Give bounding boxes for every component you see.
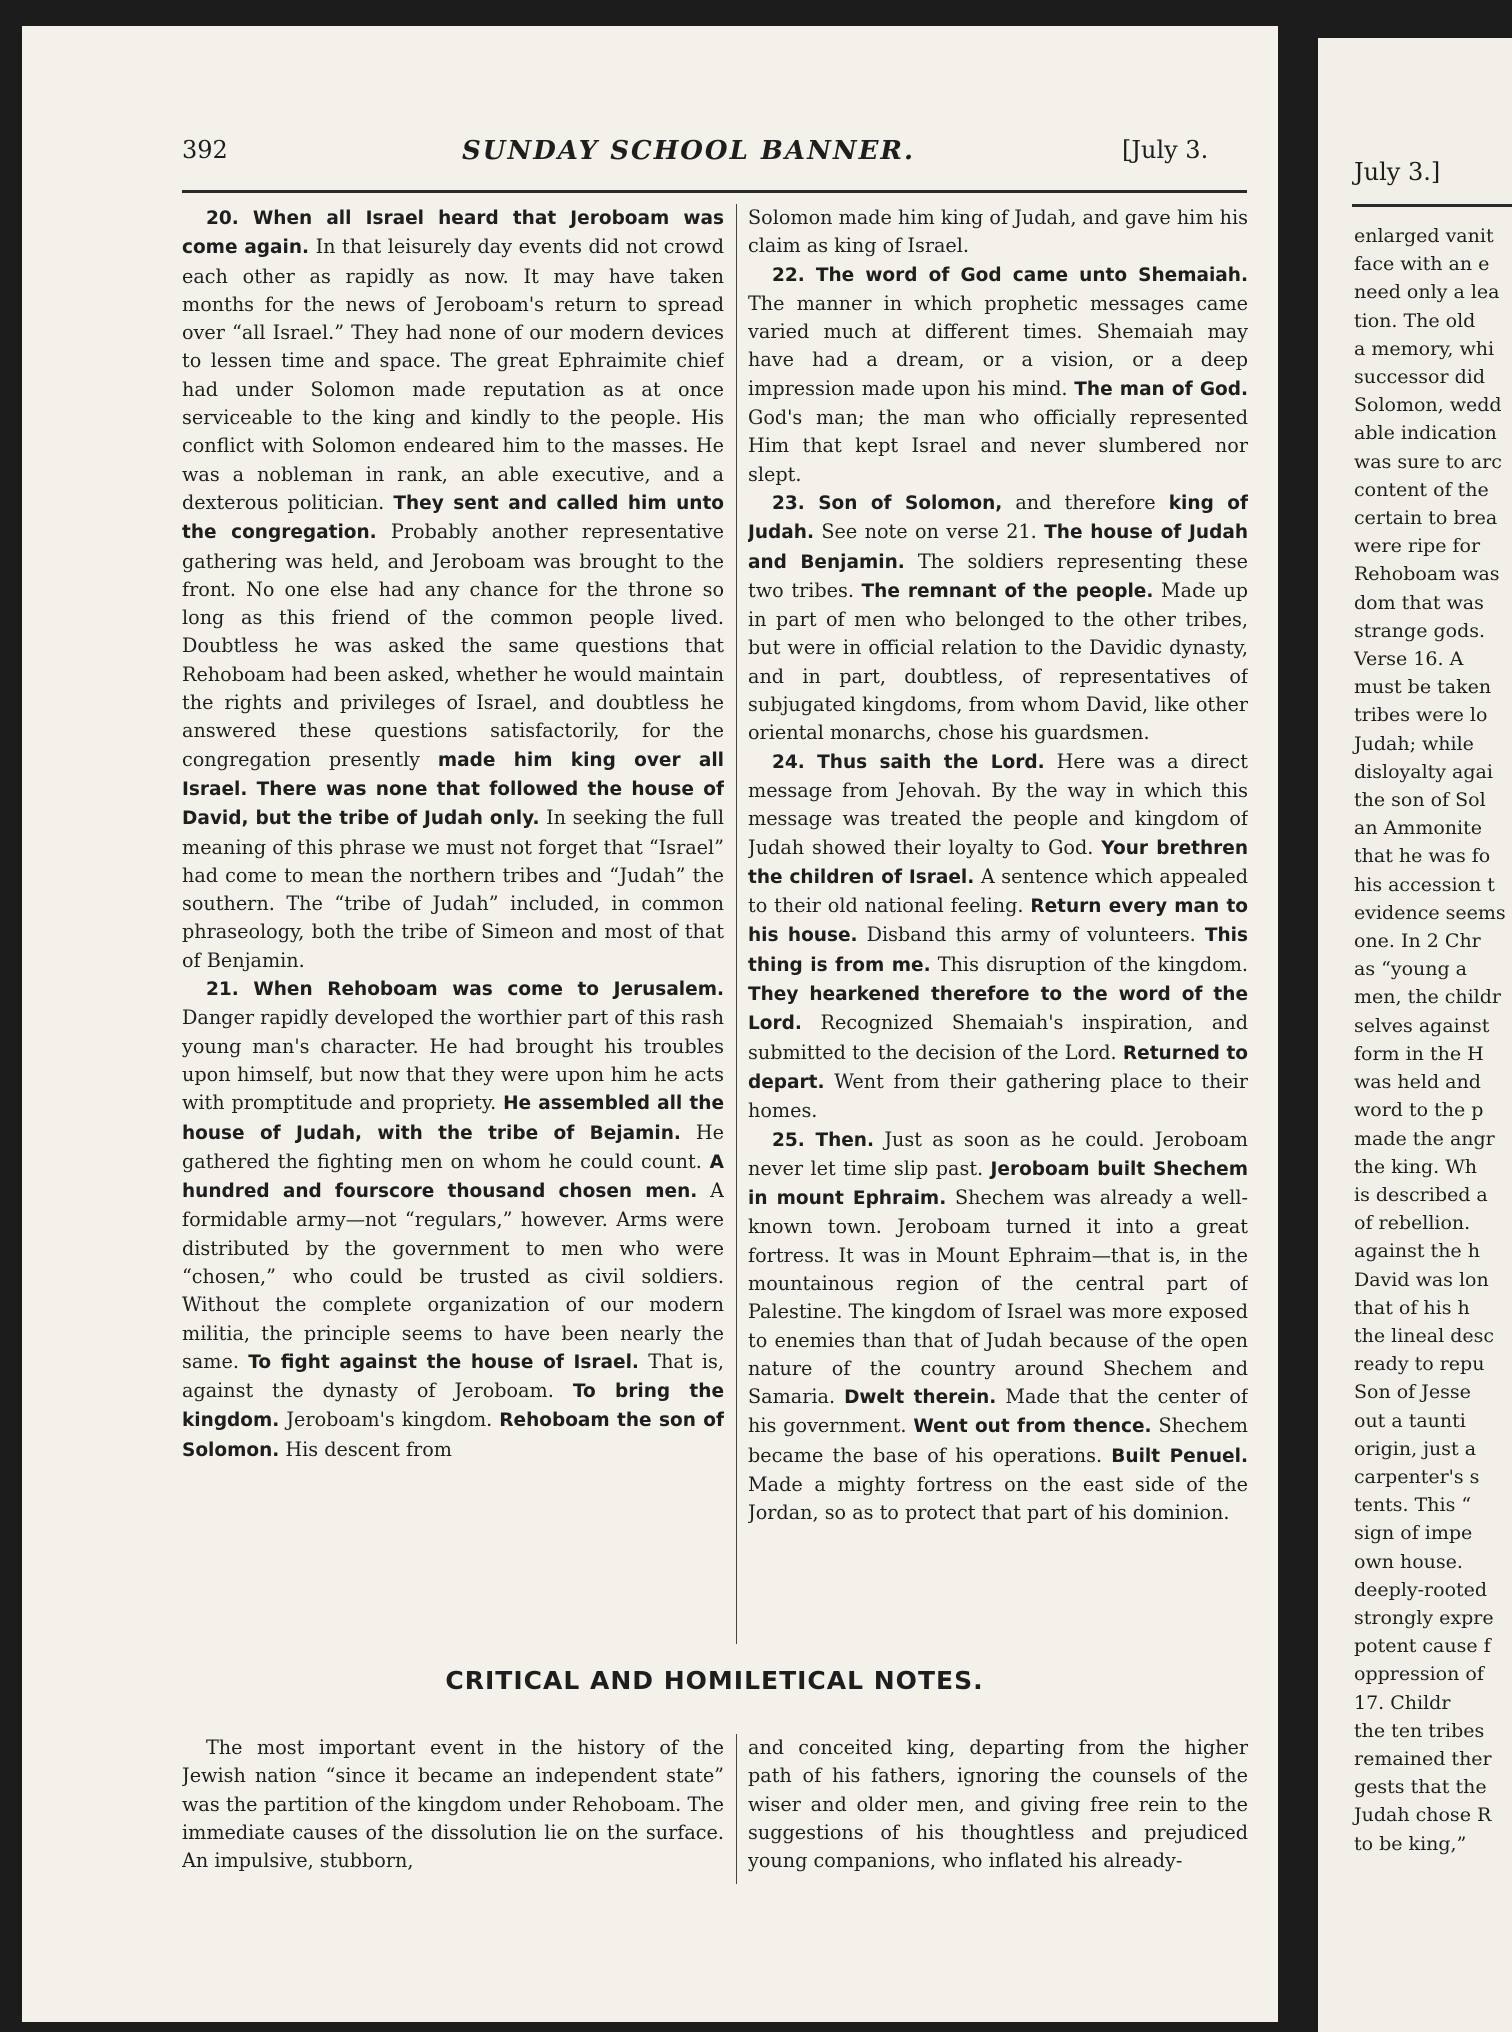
note-text: Here was a direct message from Jehovah. By the way in which this message was treated the people and kingdom of Judah showed their loyalty to God. (748, 749, 1248, 859)
note-text: See note on verse 21. (813, 520, 1045, 544)
column-divider (736, 204, 737, 1644)
note-lemma: 24. Thus saith the Lord. (772, 751, 1045, 773)
adjacent-line: need only a lea (1354, 281, 1500, 304)
adjacent-line: is described a (1354, 1183, 1488, 1206)
note-text: A sentence which appealed to their old national feeling. (748, 864, 1248, 918)
note-lemma: Your brethren the children of Israel. (748, 837, 1248, 888)
adjacent-line: carpenter's s (1354, 1465, 1480, 1488)
note-lemma: Dwelt therein. (844, 1387, 997, 1409)
note-text: Disband this army of volunteers. (857, 923, 1205, 947)
adjacent-line: 17. Childr (1354, 1691, 1451, 1714)
adjacent-line: enlarged vanit (1354, 225, 1494, 247)
adjacent-line: was sure to arc (1354, 450, 1502, 473)
note-lemma: Return every man to his house. (748, 896, 1248, 947)
note-paragraph (748, 204, 1248, 261)
note-paragraph (748, 1126, 1248, 1528)
bottom-column-divider (736, 1734, 737, 1884)
note-text: In seeking the full meaning of this phrase we must not forget that “Israel” had come to mean the northern tribes and “Judah” the southern. The “tribe of Judah” included, in common phraseology, both the tribe of Simeon and most of that of Benjamin. (182, 806, 724, 972)
bottom-right-column (748, 1734, 1248, 1884)
note-text: Shechem was already a well-known town. Jeroboam turned it into a great fortress. It was in Mount Ephraim—that is, in the mountainous region of the central part of Palestine. The kingdom of Israel was more exposed to enemies than that of Judah because of the open nature of the country around Shechem and Samaria. (748, 1186, 1248, 1409)
adjacent-line: Rehoboam was (1354, 563, 1500, 586)
note-lemma: He assembled all the house of Judah, with the tribe of Bejamin. (182, 1093, 724, 1144)
adjacent-line: remained ther (1354, 1747, 1492, 1770)
adjacent-line: strongly expre (1354, 1606, 1494, 1629)
note-text: Went from their gathering place to their homes. (748, 1069, 1248, 1123)
page-number: 392 (182, 136, 228, 164)
header-date: [July 3. (1122, 136, 1209, 164)
note-lemma: 23. Son of Solomon, (772, 492, 1003, 514)
note-paragraph (748, 261, 1248, 489)
adjacent-line: deeply-rooted (1354, 1578, 1488, 1601)
note-text: The soldiers representing these two tribes. (748, 549, 1248, 602)
adjacent-line: out a taunti (1354, 1409, 1466, 1432)
adjacent-line: tents. This “ (1354, 1494, 1472, 1517)
note-lemma: king of Judah. (748, 492, 1248, 544)
note-lemma: To fight against the house of Israel. (248, 1351, 639, 1373)
adjacent-page-column (1354, 222, 1512, 1858)
adjacent-line: an Ammonite (1354, 817, 1482, 840)
adjacent-line: successor did (1354, 366, 1485, 389)
note-text: He gathered the fighting men on whom he could count. (182, 1120, 724, 1173)
note-text: That is, against the dynasty of Jeroboam. (182, 1349, 724, 1403)
adjacent-line: dom that was (1354, 591, 1484, 614)
note-text: This disruption of the kingdom. (930, 952, 1248, 976)
adjacent-line: face with an e (1354, 253, 1490, 276)
note-lemma: A hundred and fourscore thousand chosen men. (182, 1151, 724, 1203)
adjacent-line: sign of impe (1354, 1522, 1473, 1545)
adjacent-line: origin, just a (1354, 1437, 1477, 1460)
note-text: Danger rapidly developed the worthier part of this rash young man's character. He had brought his troubles upon himself, but now that they were upon him he acts with promptitude and propriety. (182, 1006, 724, 1115)
adjacent-line: disloyalty agai (1354, 760, 1493, 783)
note-lemma: made him king over all Israel. There was none that followed the house of David, but the tribe of Judah only. (182, 749, 724, 830)
page-392 (22, 26, 1278, 2022)
adjacent-line: form in the H (1354, 1042, 1484, 1065)
adjacent-line: certain to brea (1354, 507, 1498, 530)
adjacent-line: the king. Wh (1354, 1155, 1477, 1178)
adjacent-line: one. In 2 Chr (1354, 930, 1481, 953)
note-lemma: They sent and called him unto the congregation. (182, 492, 724, 544)
note-paragraph (182, 975, 724, 1465)
note-lemma: Returned to depart. (748, 1042, 1248, 1093)
note-lemma: Jeroboam built Shechem in mount Ephraim. (748, 1158, 1248, 1210)
adjacent-line: that he was fo (1354, 845, 1491, 868)
note-text: A formidable army—not “regulars,” however. Arms were distributed by the government to men who were “chosen,” who could be trusted as civil soldiers. Without the complete organization of our modern militia, the principle seems to have been nearly the same. (182, 1179, 724, 1373)
note-text: His descent from (279, 1437, 452, 1461)
adjacent-line: own house. (1354, 1550, 1463, 1573)
note-lemma: The remnant of the people. (861, 580, 1154, 602)
adjacent-line: the ten tribes (1354, 1719, 1485, 1742)
running-title: SUNDAY SCHOOL BANNER. (462, 136, 916, 166)
note-lemma: The man of God. (1074, 378, 1248, 400)
adjacent-line: to be king,” (1354, 1832, 1467, 1855)
intro-continuation: and conceited king, departing from the higher path of his fathers, ignoring the counsels of the wiser and older men, and giving free rein to the suggestions of his thoughtless and prejudiced young companions, who inflated his already- (748, 1736, 1248, 1873)
page-header (22, 136, 1278, 180)
adjacent-line: Verse 16. A (1354, 648, 1464, 671)
left-column (182, 204, 724, 1644)
note-text: Jeroboam's kingdom. (279, 1408, 500, 1432)
adjacent-line: was held and (1354, 1071, 1481, 1094)
note-lemma: 22. The word of God came unto Shemaiah. (772, 264, 1248, 286)
adjacent-line: Judah; while (1354, 732, 1474, 755)
note-lemma: 20. When all Israel heard that Jeroboam was come again. (182, 208, 724, 259)
note-text: God's man; the man who officially represented Him that kept Israel and never slumbered nor slept. (748, 406, 1248, 486)
adjacent-line: strange gods. (1354, 619, 1486, 642)
note-lemma: The house of Judah and Benjamin. (748, 522, 1248, 573)
note-text: Recognized Shemaiah's inspiration, and submitted to the decision of the Lord. (748, 1011, 1248, 1064)
note-lemma: Went out from thence. (913, 1416, 1152, 1438)
adjacent-line: Son of Jesse (1354, 1381, 1471, 1404)
section-title: CRITICAL AND HOMILETICAL NOTES. (445, 1666, 984, 1695)
note-text: and therefore (1002, 490, 1169, 514)
note-lemma: 21. When Rehoboam was come to Jerusalem. (206, 979, 724, 1001)
adjacent-line: the lineal desc (1354, 1324, 1495, 1347)
adjacent-line: gests that the (1354, 1776, 1487, 1799)
adjacent-line: potent cause f (1354, 1635, 1491, 1658)
intro-paragraph: The most important event in the history of the Jewish nation “since it became an independent state” was the partition of the kingdom under Rehoboam. The immediate causes of the dissolution lie on the surface. An impulsive, stubborn, (182, 1736, 724, 1873)
adjacent-line: the son of Sol (1354, 789, 1486, 812)
right-column (748, 204, 1248, 1644)
note-lemma: Built Penuel. (1111, 1445, 1248, 1467)
note-lemma: Rehoboam the son of Solomon. (182, 1410, 724, 1461)
adjacent-line: content of the (1354, 478, 1489, 501)
adjacent-page-header: July 3.] (1354, 158, 1441, 186)
adjacent-line: men, the childr (1354, 986, 1502, 1009)
note-lemma: 25. Then. (772, 1129, 874, 1151)
note-paragraph (182, 204, 724, 975)
note-lemma: They hearkened therefore to the word of the Lord. (748, 984, 1248, 1035)
adjacent-line: selves against (1354, 1014, 1490, 1037)
adjacent-line: Solomon, wedd (1354, 394, 1502, 417)
adjacent-line: Judah chose R (1354, 1804, 1492, 1827)
adjacent-line: against the h (1354, 1240, 1480, 1263)
note-lemma: This thing is from me. (748, 925, 1248, 976)
note-text: Just as soon as he could. Jeroboam never let time slip past. (748, 1127, 1248, 1180)
adjacent-line: tribes were lo (1354, 704, 1488, 727)
adjacent-line: able indication (1354, 422, 1497, 445)
note-text: Solomon made him king of Judah, and gave him his claim as king of Israel. (748, 206, 1248, 258)
adjacent-line: David was lon (1354, 1268, 1489, 1291)
note-text: In that leisurely day events did not crowd each other as rapidly as now. It may have taken months for the news of Jeroboam's return to spread over “all Israel.” They had none of our modern devices to lessen time and space. The great Ephraimite chief had under Solomon made reputation as at once serviceable to the king and kindly to the people. His conflict with Solomon endeared him to the masses. He was a nobleman in rank, an able executive, and a dexterous politician. (182, 235, 724, 514)
note-lemma: To bring the kingdom. (182, 1381, 724, 1432)
adjacent-line: as “young a (1354, 958, 1468, 981)
note-paragraph (748, 748, 1248, 1126)
note-paragraph (748, 489, 1248, 748)
adjacent-line: word to the p (1354, 1099, 1484, 1122)
adjacent-line: tion. The old (1354, 309, 1476, 332)
note-text: Shechem became the base of his operations. (748, 1414, 1248, 1467)
note-text: The manner in which prophetic messages came varied much at different times. Shemaiah may have had a dream, or a vision, or a deep impression made upon his mind. (748, 291, 1248, 400)
adjacent-line: of rebellion. (1354, 1212, 1471, 1235)
adjacent-line: that of his h (1354, 1296, 1470, 1319)
adjacent-line: made the angr (1354, 1127, 1495, 1150)
note-text: Made a mighty fortress on the east side of the Jordan, so as to protect that part of his dominion. (748, 1473, 1248, 1525)
adjacent-line: oppression of (1354, 1663, 1484, 1686)
adjacent-line: a memory, whi (1354, 337, 1495, 360)
adjacent-page (1318, 38, 1512, 2032)
adjacent-line: must be taken (1354, 676, 1492, 699)
adjacent-line: his accession t (1354, 873, 1495, 896)
note-text: Made that the center of his government. (748, 1385, 1248, 1438)
header-rule (182, 190, 1247, 193)
note-text: Made up in part of men who belonged to the other tribes, but were in official relation to the Davidic dynasty, and in part, doubtless, of representatives of subjugated kingdoms, from whom David, like other oriental monarchs, chose his guardsmen. (748, 578, 1248, 745)
note-text: Probably another representative gathering was held, and Jeroboam was brought to the front. No one else had any chance for the throne so long as this friend of the common people lived. Doubtless he was asked the same questions that Rehoboam had been asked, whether he would maintain the rights and privileges of Israel, and doubtless he answered these questions satisfactorily, for the congregation presently (182, 520, 724, 771)
adjacent-line: evidence seems (1354, 901, 1506, 924)
adjacent-line: were ripe for (1354, 535, 1481, 558)
bottom-left-column (182, 1734, 724, 1884)
adjacent-header-rule (1352, 204, 1512, 207)
adjacent-line: ready to repu (1354, 1353, 1485, 1376)
